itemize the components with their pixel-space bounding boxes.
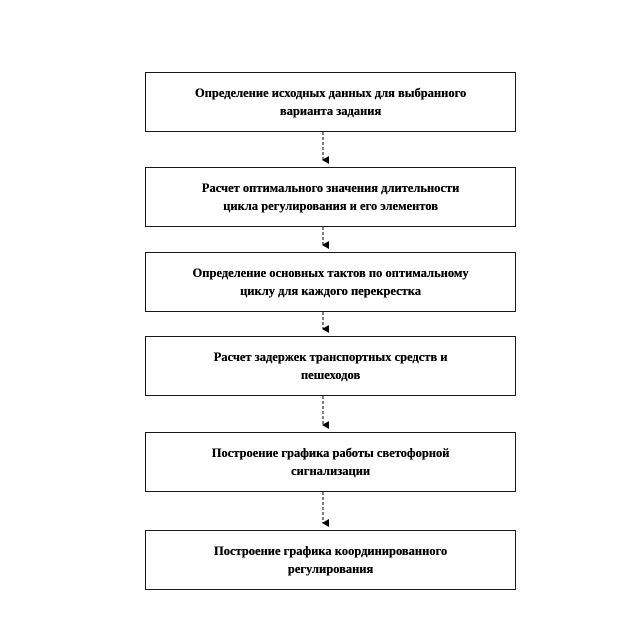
step-5-text — [194, 444, 468, 480]
step-box-6 — [145, 530, 516, 590]
step-box-4 — [145, 336, 516, 396]
step-3-line-1: Определение основных тактов по оптимальному — [192, 266, 469, 280]
step-2-text — [184, 179, 478, 215]
step-6-line-2: регулирования — [287, 562, 374, 576]
step-1-line-2: варианта задания — [279, 104, 382, 118]
step-2-line-1: Расчет оптимального значения длительности — [201, 181, 460, 195]
step-box-1 — [145, 72, 516, 132]
step-3-text — [174, 264, 486, 300]
step-4-text — [196, 348, 466, 384]
step-4-line-1: Расчет задержек транспортных средств и — [213, 350, 448, 364]
step-box-5 — [145, 432, 516, 492]
step-1-line-1: Определение исходных данных для выбранного — [194, 86, 467, 100]
step-box-2 — [145, 167, 516, 227]
step-5-line-1: Построение графика работы светофорной — [211, 446, 450, 460]
step-5-line-2: сигнализации — [290, 464, 371, 478]
step-3-line-2: циклу для каждого перекрестка — [240, 284, 421, 298]
step-6-line-1: Построение графика координированного — [213, 544, 448, 558]
step-box-3 — [145, 252, 516, 312]
step-6-text — [196, 542, 465, 578]
step-4-line-2: пешеходов — [300, 368, 361, 382]
step-2-line-2: цикла регулирования и его элементов — [223, 199, 438, 213]
step-1-text — [177, 84, 484, 120]
